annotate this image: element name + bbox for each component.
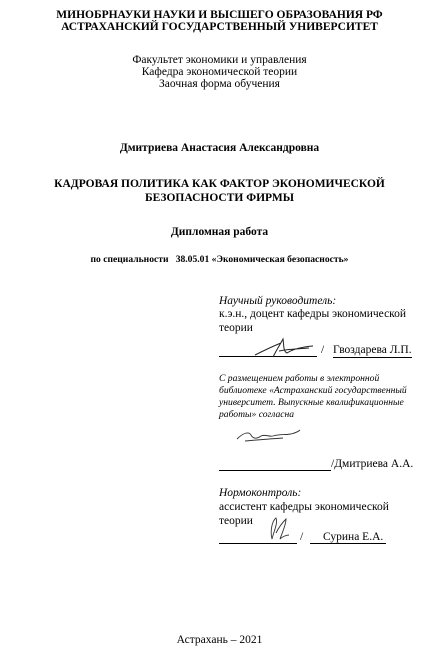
norm-control-name: Сурина Е.А. — [323, 531, 384, 543]
norm-control-position-line2: теории — [219, 515, 253, 527]
norm-control-label: Нормоконтроль: — [219, 487, 302, 499]
consent-line4: работы» согласна — [219, 409, 295, 420]
supervisor-name: Гвоздарева Л.П. — [333, 344, 412, 356]
author-signature-icon — [235, 427, 301, 445]
consent-name: /Дмитриева А.А. — [331, 458, 414, 470]
department-name: Кафедра экономической теории — [141, 66, 298, 78]
norm-control-signature-icon — [262, 515, 290, 543]
supervisor-slash: / — [321, 344, 325, 356]
norm-control-signature-line — [219, 543, 297, 544]
thesis-title-line2: БЕЗОПАСНОСТИ ФИРМЫ — [144, 192, 294, 204]
supervisor-signature-icon — [253, 337, 317, 359]
consent-line2: библиотеке «Астраханский государственный — [219, 385, 407, 396]
consent-line3: университет. Выпускные квалификационные — [219, 397, 404, 408]
study-form: Заочная форма обучения — [159, 78, 280, 90]
faculty-name: Факультет экономики и управления — [132, 54, 307, 66]
norm-control-position-line1: ассистент кафедры экономической — [219, 501, 389, 513]
work-type: Дипломная работа — [170, 226, 269, 238]
author-signature-line — [219, 470, 331, 471]
specialty: по специальности 38.05.01 «Экономическая безопасность» — [90, 254, 349, 265]
thesis-title-line1: КАДРОВАЯ ПОЛИТИКА КАК ФАКТОР ЭКОНОМИЧЕСКОЙ — [54, 178, 385, 190]
consent-line1: С размещением работы в электронной — [219, 373, 380, 384]
supervisor-position-line2: теории — [219, 322, 253, 334]
university-name: АСТРАХАНСКИЙ ГОСУДАРСТВЕННЫЙ УНИВЕРСИТЕТ — [61, 21, 378, 33]
author-name: Дмитриева Анастасия Александровна — [119, 142, 320, 154]
supervisor-label: Научный руководитель: — [219, 295, 337, 307]
supervisor-position-line1: к.э.н., доцент кафедры экономической — [219, 308, 407, 320]
city-year: Астрахань – 2021 — [176, 634, 263, 646]
norm-control-slash: / — [300, 531, 304, 543]
ministry-name: МИНОБРНАУКИ НАУКИ И ВЫСШЕГО ОБРАЗОВАНИЯ РФ — [56, 9, 383, 21]
